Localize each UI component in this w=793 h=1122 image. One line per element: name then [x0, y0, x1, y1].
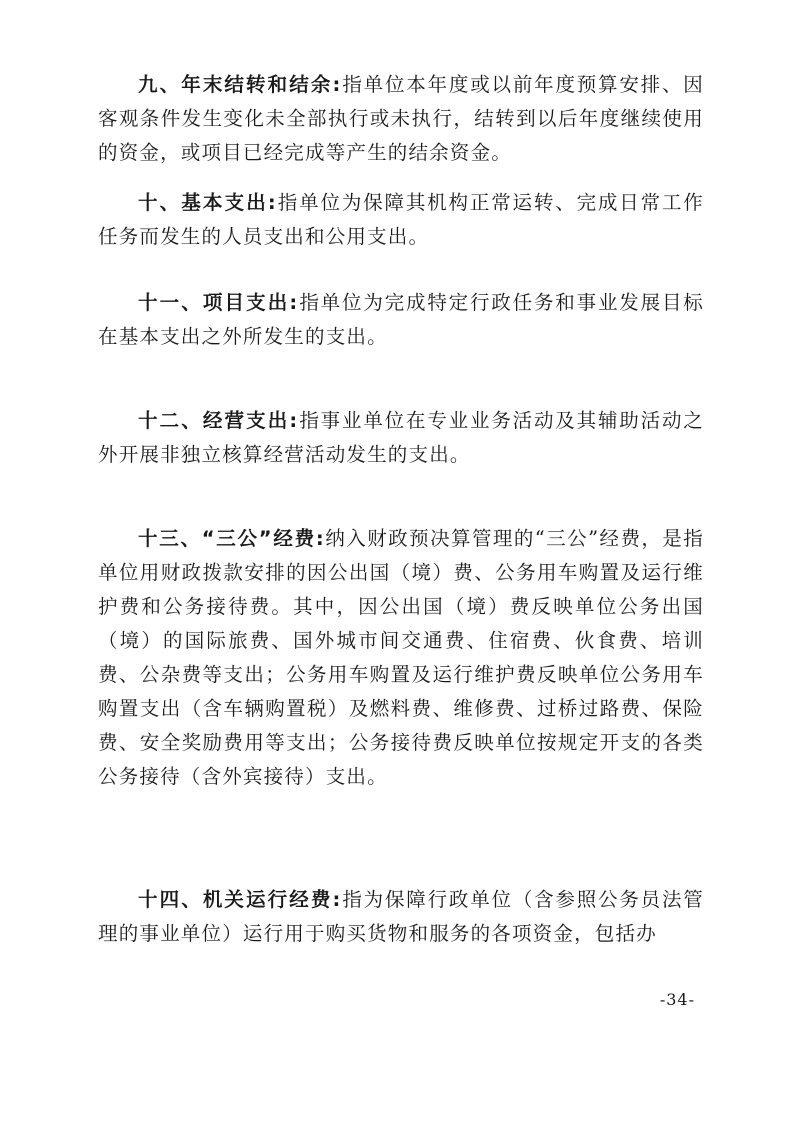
definition-body: 指单位本年度或以前年度预算安排、因客观条件发生变化未全部执行或未执行，结转到以后年度继续使用的资金，或项目已经完成等产生的结余资金。 — [98, 73, 704, 164]
definition-body: 指事业单位在专业业务活动及其辅助活动之外开展非独立核算经营活动发生的支出。 — [98, 409, 704, 466]
definition-paragraph-three-public-expenses — [98, 522, 704, 794]
definition-body: 纳入财政预决算管理的“三公”经费，是指单位用财政拨款安排的因公出国（境）费、公务用车购置及运行维护费和公务接待费。其中，因公出国（境）费反映单位公务出国（境）的国际旅费、国外城市间交通费、住宿费、伙食费、培训费、公杂费等支出；公务用车购置及运行维护费反映单位公务用车购置支出（含车辆购置税）及燃料费、维修费、过桥过路费、保险费、安全奖励费用等支出；公务接待费反映单位按规定开支的各类公务接待（含外宾接待）支出。 — [98, 527, 704, 788]
definition-paragraph-basic-expenditure — [98, 186, 704, 254]
definition-paragraph-agency-operating-funds — [98, 883, 704, 951]
definition-body: 指单位为保障其机构正常运转、完成日常工作任务而发生的人员支出和公用支出。 — [98, 191, 704, 248]
definition-body: 指为保障行政单位（含参照公务员法管理的事业单位）运行用于购买货物和服务的各项资金，包括办 — [98, 888, 704, 945]
definition-term: 十四、机关运行经费: — [138, 888, 342, 911]
definition-paragraph-operating-expenditure — [98, 404, 704, 472]
definition-term: 十二、经营支出: — [138, 409, 299, 432]
page-number: -34- — [659, 990, 695, 1009]
definition-paragraph-project-expenditure — [98, 286, 704, 354]
definition-term: 十一、项目支出: — [138, 291, 299, 314]
definition-term: 十、基本支出: — [138, 191, 278, 214]
definition-paragraph-year-end-carryover — [98, 68, 704, 170]
definition-term: 十三、“三公”经费: — [138, 527, 326, 550]
definition-body: 指单位为完成特定行政任务和事业发展目标在基本支出之外所发生的支出。 — [98, 291, 704, 348]
definition-term: 九、年末结转和结余: — [138, 73, 342, 96]
